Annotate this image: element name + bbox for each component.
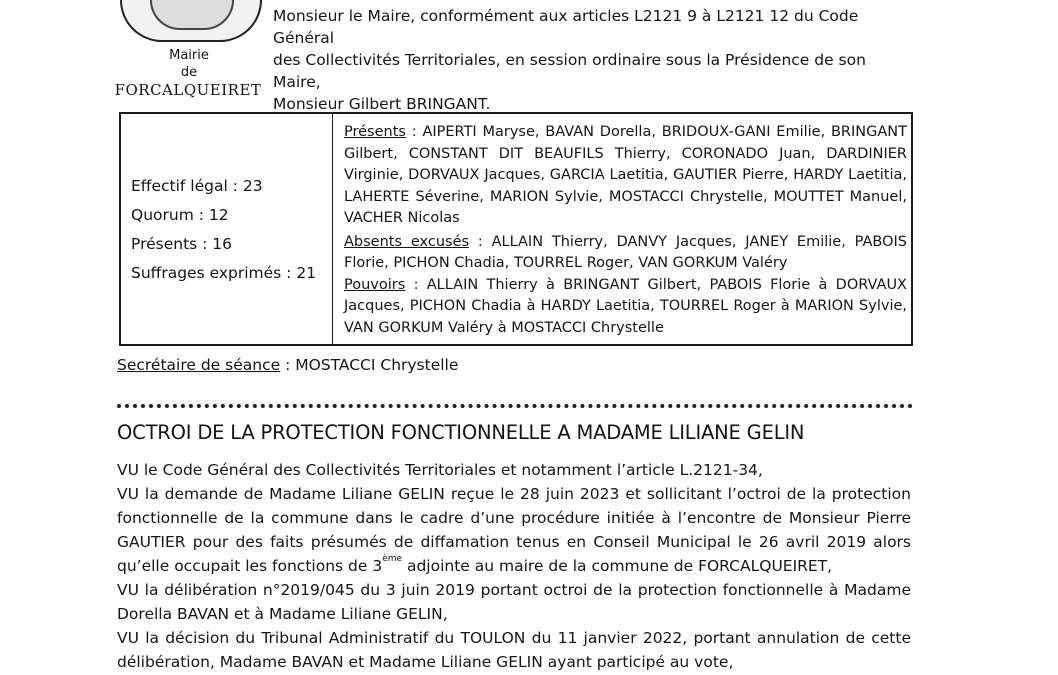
vu-paragraph-1: VU le Code Général des Collectivités Territoriales et notamment l’article L.2121-34, — [117, 461, 763, 479]
deliberation-title: OCTROI DE LA PROTECTION FONCTIONNELLE A MADAME LILIANE GELIN — [117, 421, 805, 444]
pouvoirs-label: Pouvoirs — [344, 276, 406, 293]
suffrages-exprimes: Suffrages exprimés : 21 — [131, 264, 317, 282]
presents-count: Présents : 16 — [131, 235, 233, 253]
commune-name: FORCALQUEIRET — [114, 81, 262, 99]
dotted-separator — [117, 404, 913, 408]
presents-names: : AIPERTI Maryse, BAVAN Dorella, BRIDOUX-GANI Emilie, BRINGANT Gilbert, CONSTANT DIT BEAUFILS Thierry, CORONADO Juan, DARDINIER Virginie, DORVAUX Jacques, GARCIA Laetitia, GAUTIER Pierre, HARDY Laetitia, LAHERTE Séverine, MARION Sylvie, MOSTACCI Chrystelle, MOUTTET Manuel, VACHER Nicolas — [344, 124, 907, 226]
vu-paragraph-3: VU la délibération n°2019/045 du 3 juin 2019 portant octroi de la protection fonctionnelle à Madame Dorella BAVAN et à Madame Liliane GELIN, — [117, 581, 911, 623]
crest-inner-emblem — [150, 0, 234, 30]
mairie-de-label: de — [180, 65, 198, 80]
commune-crest-logo — [120, 0, 262, 42]
secretaire-label: Secrétaire de séance — [117, 356, 281, 374]
attendance-lists — [344, 122, 907, 339]
absents-names: : ALLAIN Thierry, DANVY Jacques, JANEY Emilie, PABOIS Florie, PICHON Chadia, TOURREL Roger, VAN GORKUM Valéry — [344, 233, 907, 271]
deliberation-body — [117, 458, 911, 674]
mairie-label: Mairie — [169, 48, 209, 63]
vu-paragraph-4: VU la décision du Tribunal Administratif du TOULON du 11 janvier 2022, portant annulation de cette délibération, Madame BAVAN et Madame Liliane GELIN ayant participé au vote, — [117, 629, 911, 671]
intro-line-2: des Collectivités Territoriales, en session ordinaire sous la Présidence de son Maire, — [273, 51, 866, 91]
vu-paragraph-2 — [117, 482, 911, 578]
absents-label: Absents excusés — [344, 233, 470, 250]
vu-paragraph-2-end: adjointe au maire de la commune de FORCALQUEIRET, — [402, 557, 833, 575]
ordinal-suffix: ème — [382, 554, 403, 564]
presents-list — [344, 122, 907, 230]
absents-list — [344, 232, 907, 275]
vu-paragraph-2-text: VU la demande de Madame Liliane GELIN reçue le 28 juin 2023 et sollicitant l’octroi de la protection fonctionnelle de la commune dans le cadre d’une procédure initiée à l’encontre de Monsieur Pierre GAUTIER pour des faits présumés de diffamation tenus en Conseil Municipal le 26 avril 2019 alors qu’elle occupait les fonctions de 3 — [117, 485, 911, 575]
attendance-box — [119, 112, 913, 346]
intro-paragraph — [273, 0, 918, 115]
quorum-stats — [131, 172, 331, 288]
secretaire-value: : MOSTACCI Chrystelle — [280, 356, 459, 374]
quorum: Quorum : 12 — [131, 206, 229, 224]
intro-line-1: Monsieur le Maire, conformément aux articles L2121 9 à L2121 12 du Code Général — [273, 7, 859, 47]
box-divider — [332, 114, 333, 344]
pouvoirs-list — [344, 275, 907, 340]
pouvoirs-names: : ALLAIN Thierry à BRINGANT Gilbert, PABOIS Florie à DORVAUX Jacques, PICHON Chadia à HARDY Laetitia, TOURREL Roger à MARION Sylvie, VAN GORKUM Valéry à MOSTACCI Chrystelle — [344, 276, 907, 336]
presents-label: Présents — [344, 124, 406, 140]
intro-line-3: Monsieur Gilbert BRINGANT. — [273, 95, 491, 113]
effectif-legal: Effectif légal : 23 — [131, 177, 263, 195]
secretaire-de-seance — [117, 356, 458, 374]
